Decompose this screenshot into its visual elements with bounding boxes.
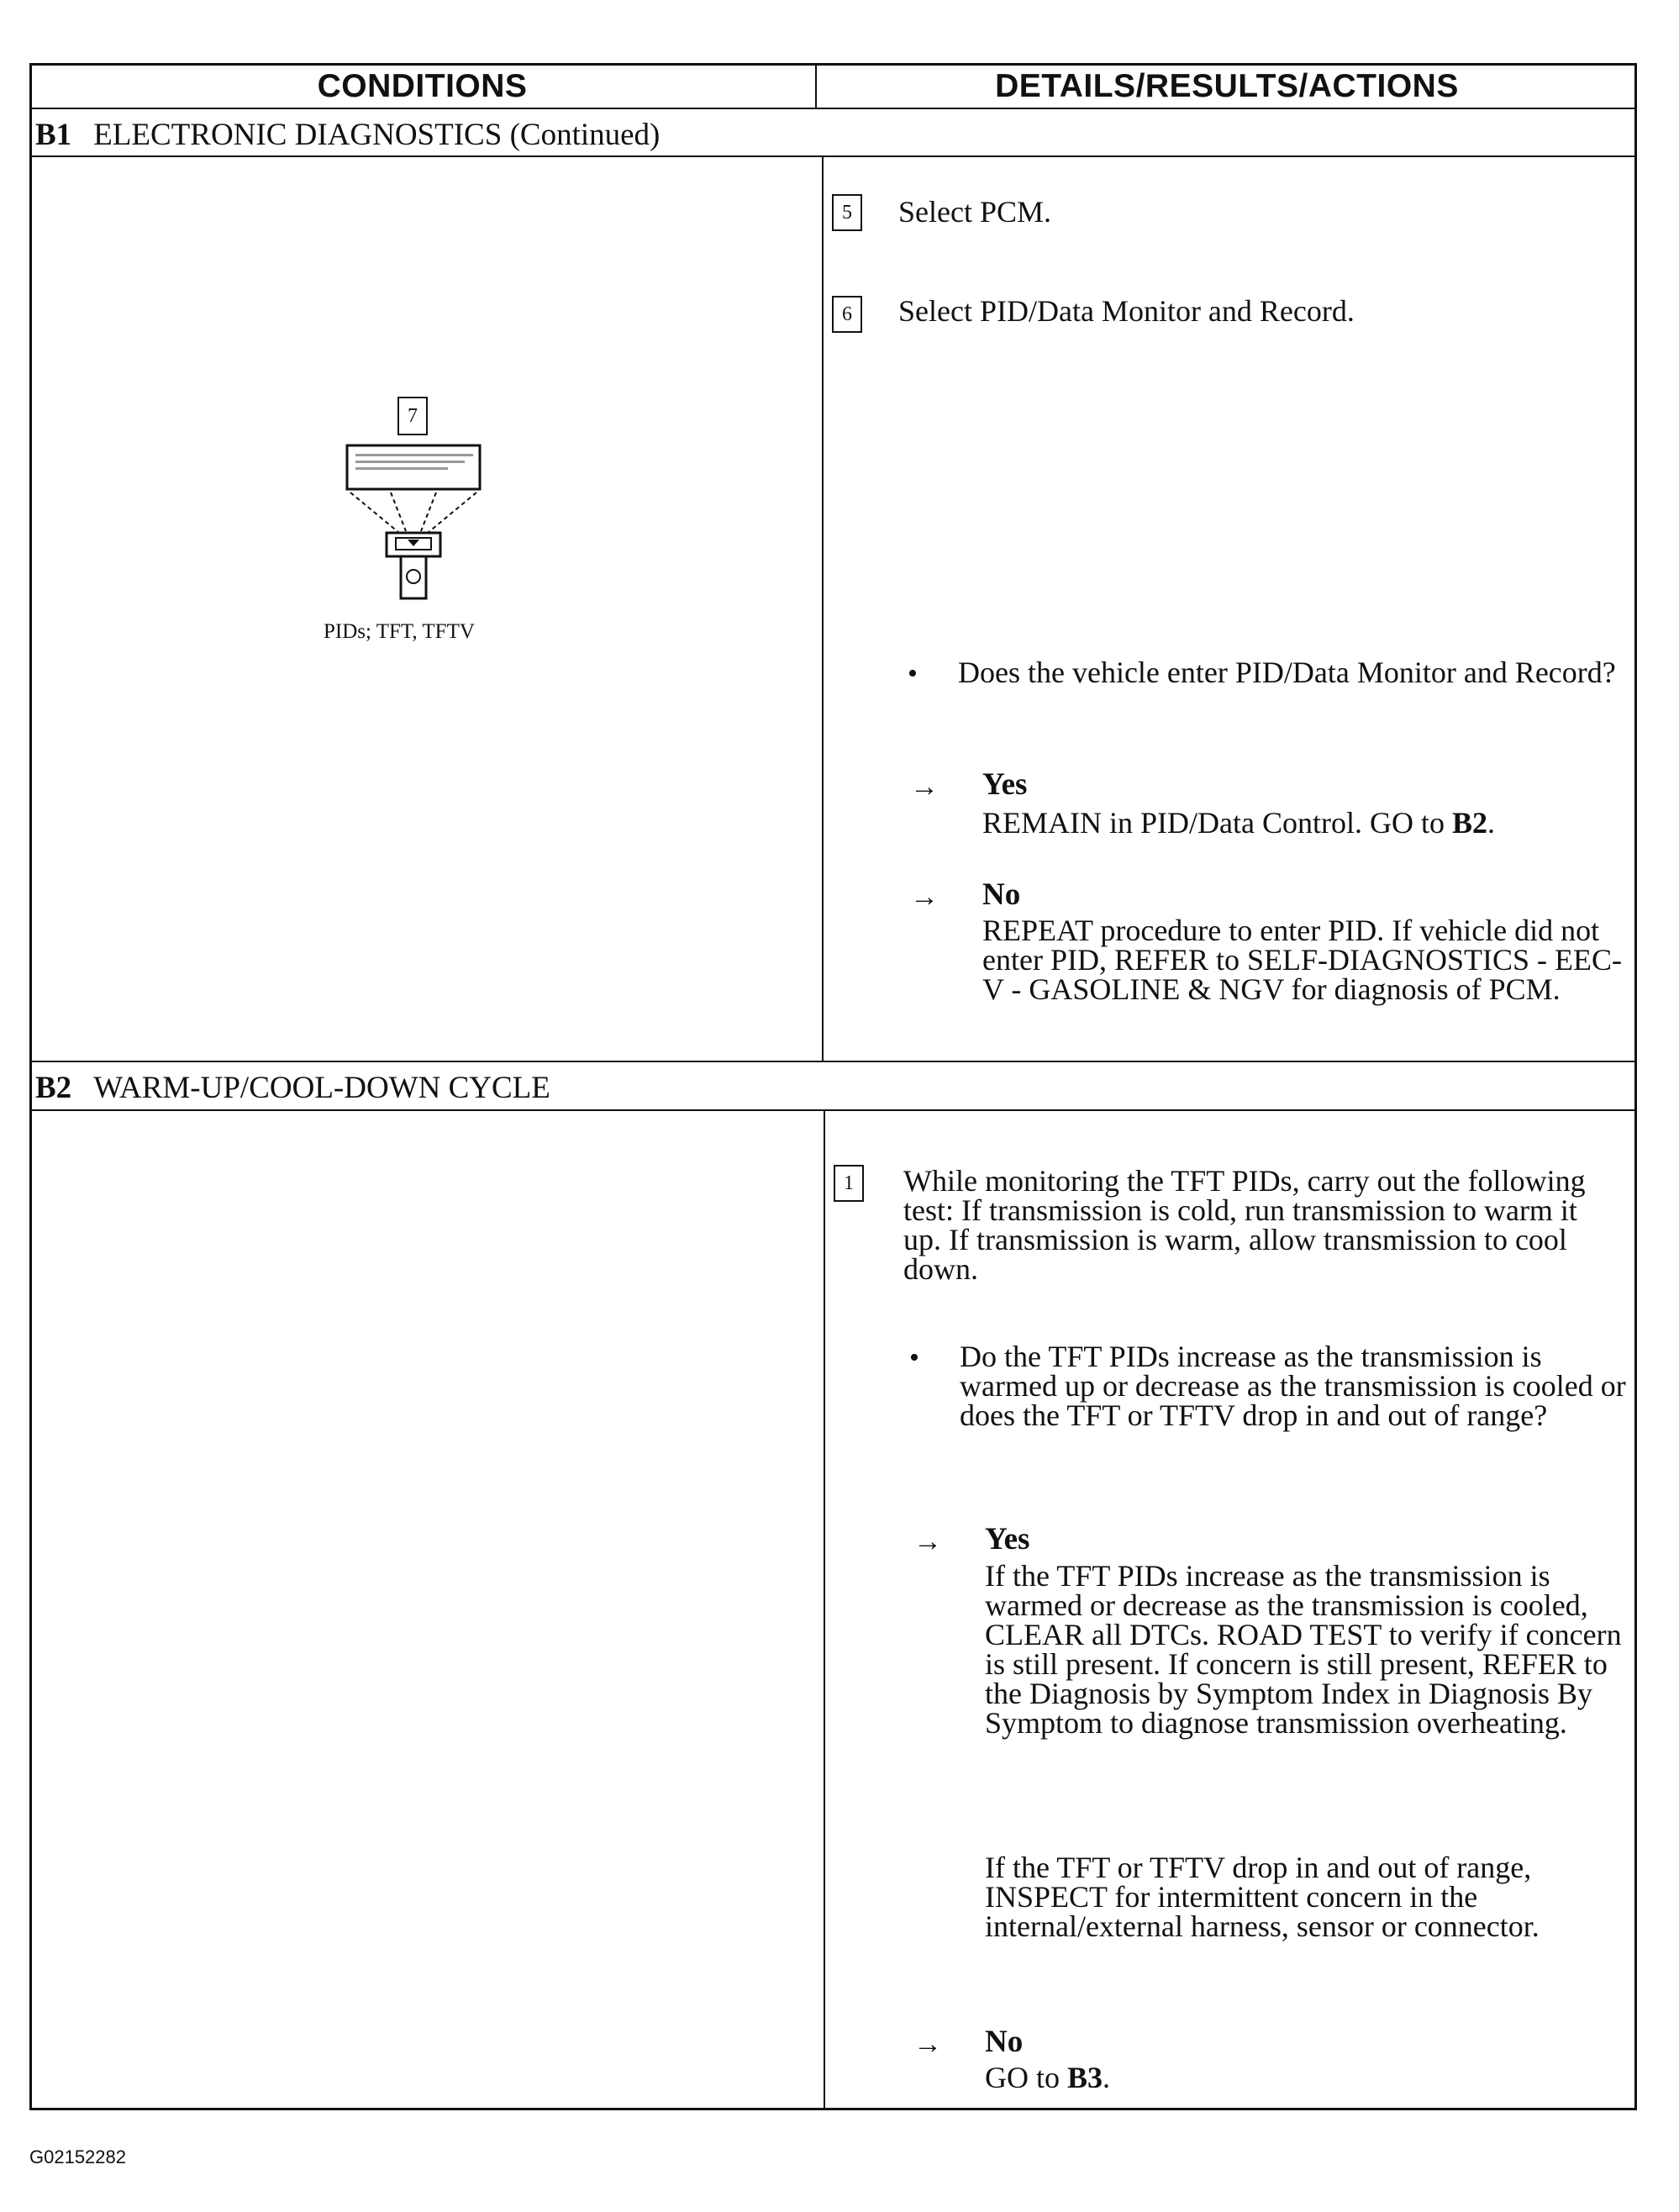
step-number-box: 1 [834, 1165, 864, 1202]
b2-yes-text-2: If the TFT or TFTV drop in and out of range, INSPECT for intermittent concern in the internal/external harness, sensor or connector. [985, 1851, 1540, 1943]
b1-no-text: REPEAT procedure to enter PID. If vehicle did not enter PID, REFER to SELF-DIAGNOSTICS - EEC-V - GASOLINE & NGV for diagnosis of PCM. [982, 914, 1622, 1006]
b1-section-title [35, 114, 660, 156]
b2-question: Do the TFT PIDs increase as the transmission is warmed up or decrease as the transmission is cooled or does the TFT or TFTV drop in and out of range? [960, 1340, 1626, 1432]
header-conditions: CONDITIONS [317, 68, 528, 104]
scan-tool-icon [340, 442, 487, 610]
b1-step6-text: Select PID/Data Monitor and Record. [898, 294, 1355, 328]
bullet-icon: • [909, 1342, 919, 1373]
arrow-right-icon: → [910, 772, 939, 803]
header-details: DETAILS/RESULTS/ACTIONS [995, 68, 1459, 104]
b2-step1-text: While monitoring the TFT PIDs, carry out the following test: If transmission is cold, run transmission to warm it up. If transmission is warm, allow transmission to cool down. [903, 1164, 1586, 1286]
figure-step-box: 7 [397, 397, 428, 435]
b1-yes-text: REMAIN in PID/Data Control. GO to B2. [982, 806, 1495, 840]
b2-title: WARM-UP/COOL-DOWN CYCLE [93, 1071, 550, 1105]
b2-no-text: GO to B3. [985, 2061, 1111, 2094]
b1-yes-label: Yes [982, 767, 1028, 802]
b2-no-label: No [985, 2025, 1024, 2059]
b2-column-divider [824, 1109, 825, 2109]
figure-code: G02152282 [29, 2146, 126, 2167]
b1-step5-text: Select PCM. [898, 195, 1052, 229]
step-number-box: 6 [832, 296, 862, 333]
b2-top-divider [29, 1061, 1637, 1062]
b1-title: ELECTRONIC DIAGNOSTICS (Continued) [93, 118, 661, 152]
b1-question: Does the vehicle enter PID/Data Monitor and Record? [958, 656, 1616, 689]
arrow-right-icon: → [913, 2029, 942, 2060]
b2-section-title [35, 1067, 550, 1109]
header-divider [29, 108, 1637, 109]
figure-caption: PIDs; TFT, TFTV [324, 620, 475, 643]
b2-yes-label: Yes [985, 1522, 1030, 1556]
b2-title-divider [29, 1109, 1637, 1111]
b1-column-divider [822, 155, 824, 1061]
b1-no-label: No [982, 877, 1021, 912]
b2-id: B2 [35, 1071, 72, 1105]
b2-no-ref: B3 [1067, 2061, 1103, 2094]
b2-yes-text-1: If the TFT PIDs increase as the transmission is warmed or decrease as the transmission is cooled, CLEAR all DTCs. ROAD TEST to verify if concern is still present. If concern is still present, REFER to the Diagnosis by Symptom Index in Diagnosis By Symptom to diagnose transmission overheating. [985, 1559, 1622, 1740]
step-number-box: 5 [832, 194, 862, 231]
scan-tool-figure [340, 393, 487, 603]
b1-id: B1 [35, 118, 72, 152]
bullet-icon: • [908, 658, 918, 689]
arrow-right-icon: → [910, 882, 939, 913]
b1-yes-ref: B2 [1451, 806, 1487, 840]
arrow-right-icon: → [913, 1526, 942, 1557]
